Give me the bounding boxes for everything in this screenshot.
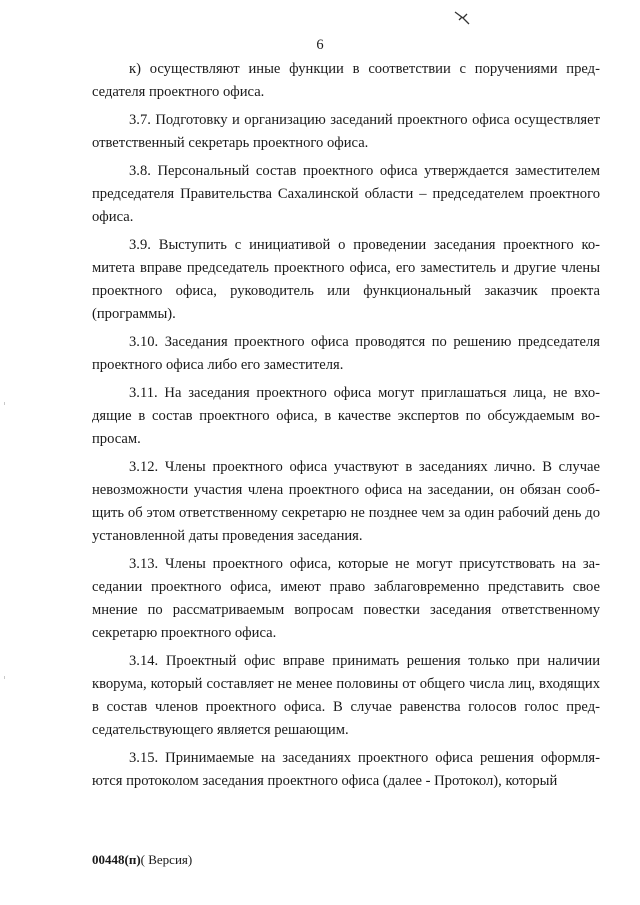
paragraph-3-11: 3.11. На заседания проектного офиса могут приглашаться лица, не входящие в состав проектного офиса, в качестве экспертов по обсуждаемым вопросам. [92,385,600,447]
version-label: ( Версия) [140,852,193,867]
footer-document-code [92,852,192,868]
paragraph-3-7: 3.7. Подготовку и организацию заседаний проектного офиса осуществляет ответственный секретарь проектного офиса. [92,112,600,151]
left-margin-speck [4,676,5,679]
paragraph-3-13: 3.13. Члены проектного офиса, которые не могут присутствовать на заседании проектного офиса, имеют право заблаговременно представить свое мнение по рассматриваемым вопросам повестки заседания ответственному секретарю проектного офиса. [92,556,600,641]
paragraph-3-15: 3.15. Принимаемые на заседаниях проектного офиса решения оформляются протоколом заседания проектного офиса (далее - Протокол), который [92,750,600,789]
paragraph-3-10: 3.10. Заседания проектного офиса проводятся по решению председателя проектного офиса либо его заместителя. [92,334,600,373]
doc-code: 00448(п) [92,852,141,867]
paragraph-3-12: 3.12. Члены проектного офиса участвуют в заседаниях лично. В случае невозможности участия члена проектного офиса на заседании, он обязан сообщить об этом ответственному секретарю не позднее чем за один рабочий день до установленной даты проведения заседания. [92,459,600,544]
paragraph-k: к) осуществляют иные функции в соответствии с поручениями председателя проектного офиса. [92,61,600,100]
paragraph-3-8: 3.8. Персональный состав проектного офиса утверждается заместителем председателя Правительства Сахалинской области – председателем проектного офиса. [92,163,600,225]
page-number: 6 [316,37,324,53]
left-margin-speck [4,402,5,405]
paragraph-3-14: 3.14. Проектный офис вправе принимать решения только при наличии кворума, который составляет не менее половины от общего числа лиц, входящих в состав членов проектного офиса. В случае равенства голосов голос председательствующего является решающим. [92,653,600,738]
document-body [92,58,600,798]
scan-mark-icon [453,8,473,28]
paragraph-3-9: 3.9. Выступить с инициативой о проведении заседания проектного комитета вправе председатель проектного офиса, его заместитель и другие члены проектного офиса, руководитель или функциональный заказчик проекта (программы). [92,237,600,322]
